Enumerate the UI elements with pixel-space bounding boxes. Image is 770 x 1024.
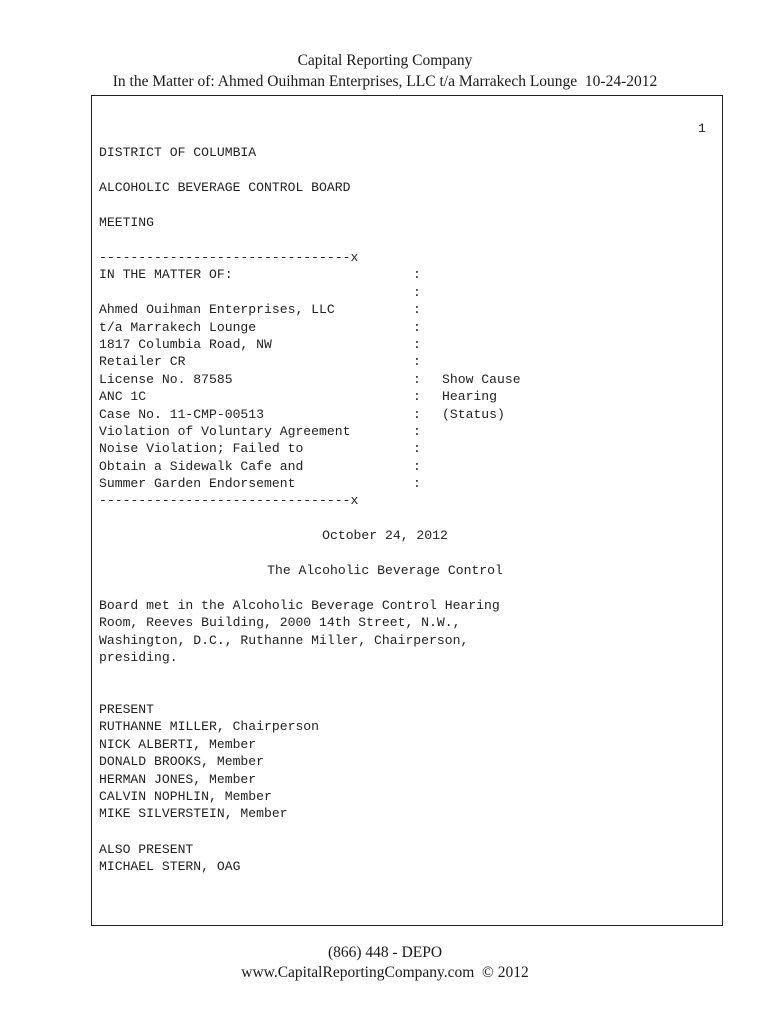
meeting-heading: MEETING: [99, 215, 155, 230]
caption-rule-top: --------------------------------x: [99, 250, 359, 265]
caption-row-right: (Status): [442, 406, 505, 422]
caption-row-separator: :: [413, 354, 421, 370]
caption-row-left: Case No. 11-CMP-00513: [99, 406, 265, 422]
caption-row-left: Retailer CR: [99, 354, 186, 370]
caption-row-separator: :: [413, 267, 421, 283]
caption-row-separator: :: [413, 284, 421, 300]
caption-row-separator: :: [413, 424, 421, 439]
caption-row-left: License No. 87585: [99, 371, 233, 387]
hearing-date: October 24, 2012: [322, 528, 448, 543]
caption-row-separator: :: [413, 406, 421, 422]
present-heading: PRESENT: [99, 702, 155, 717]
caption-row-separator: :: [413, 337, 421, 352]
caption-row-left: IN THE MATTER OF:: [99, 267, 233, 283]
caption-row-left: Violation of Voluntary Agreement: [99, 424, 351, 439]
present-member: CALVIN NOPHLIN, Member: [99, 789, 272, 804]
paragraph-line: presiding.: [99, 650, 178, 666]
header-matter-line: In the Matter of: Ahmed Ouihman Enterprises, LLC t/a Marrakech Lounge 10-24-2012: [112, 73, 658, 90]
board-heading: ALCOHOLIC BEVERAGE CONTROL BOARD: [99, 180, 351, 195]
caption-row-separator: :: [413, 302, 421, 318]
caption-row-separator: :: [413, 441, 421, 457]
paragraph-line: Washington, D.C., Ruthanne Miller, Chairperson,: [99, 632, 469, 648]
caption-row-separator: :: [413, 371, 421, 387]
present-member: DONALD BROOKS, Member: [99, 754, 265, 770]
caption-row-separator: :: [413, 476, 421, 492]
caption-row-left: Noise Violation; Failed to: [99, 441, 304, 457]
present-member: MIKE SILVERSTEIN, Member: [99, 806, 288, 822]
caption-row-separator: :: [413, 458, 421, 474]
page-number: 1: [698, 121, 706, 136]
caption-row-separator: :: [413, 389, 421, 405]
present-member: NICK ALBERTI, Member: [99, 736, 257, 752]
paragraph-line: Room, Reeves Building, 2000 14th Street, N.W.,: [99, 615, 461, 631]
caption-row-separator: :: [413, 319, 421, 335]
caption-row-left: ANC 1C: [99, 389, 147, 405]
caption-row-right: Hearing: [442, 389, 498, 405]
present-member: RUTHANNE MILLER, Chairperson: [99, 719, 320, 735]
district-heading: DISTRICT OF COLUMBIA: [99, 145, 257, 160]
footer-website: www.CapitalReportingCompany.com © 2012: [241, 964, 529, 981]
caption-row-left: Obtain a Sidewalk Cafe and: [99, 458, 304, 474]
caption-row-right: Show Cause: [442, 371, 521, 387]
caption-row-left: 1817 Columbia Road, NW: [99, 337, 272, 352]
present-member: HERMAN JONES, Member: [99, 771, 257, 787]
footer-phone: (866) 448 - DEPO: [327, 944, 443, 961]
also-present-member: MICHAEL STERN, OAG: [99, 859, 241, 875]
also-present-heading: ALSO PRESENT: [99, 842, 194, 857]
paragraph-line: Board met in the Alcoholic Beverage Control Hearing: [99, 598, 500, 613]
caption-row-left: t/a Marrakech Lounge: [99, 319, 257, 335]
header-company: Capital Reporting Company: [297, 52, 473, 69]
body-title: The Alcoholic Beverage Control: [267, 563, 503, 578]
caption-row-left: Ahmed Ouihman Enterprises, LLC: [99, 302, 335, 318]
caption-rule-bottom: --------------------------------x: [99, 493, 359, 508]
caption-row-left: Summer Garden Endorsement: [99, 476, 296, 492]
